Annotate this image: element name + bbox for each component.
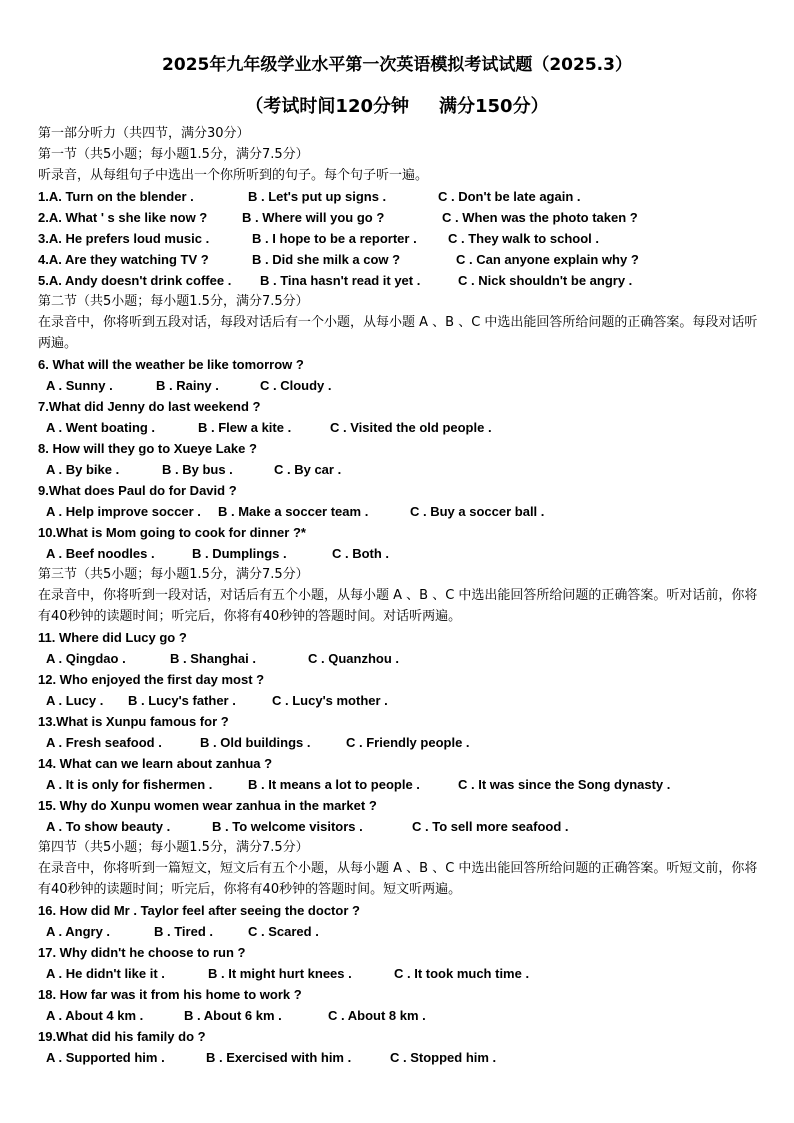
section1-item-4 [38,249,768,270]
option-b: B . About 6 km . [184,1008,282,1023]
question-10: 10.What is Mom going to cook for dinner ?* [38,525,306,540]
section2-instruction: 在录音中，你将听到五段对话，每段对话后有一个小题，从每小题 A 、B 、C 中选出能回答所给问题的正确答案。每段对话听两遍。 [38,315,758,351]
option-a: 1.A. Turn on the blender . [38,189,194,204]
question-15-options [38,816,768,837]
question-11-options [38,648,768,669]
option-a: A . It is only for fishermen . [46,777,213,792]
exam-full-score: 满分150分） [439,96,549,117]
option-a: A . Qingdao . [46,651,126,666]
listening-part [38,123,768,1068]
option-b: B . It might hurt knees . [208,966,352,981]
question-17: 17. Why didn't he choose to run ? [38,945,246,960]
question-18: 18. How far was it from his home to work ? [38,987,302,1002]
option-a: 3.A. He prefers loud music . [38,231,210,246]
option-c: C . To sell more seafood . [412,819,569,834]
option-a: A . Beef noodles . [46,546,155,561]
question-12-options [38,690,768,711]
question-14: 14. What can we learn about zanhua ? [38,756,273,771]
option-b: B . Old buildings . [200,735,311,750]
option-a: A . Fresh seafood . [46,735,162,750]
option-b: B . To welcome visitors . [212,819,363,834]
option-a: A . Sunny . [46,378,113,393]
option-b: B . Rainy . [156,378,219,393]
option-b: B . Lucy's father . [128,693,236,708]
option-a: A . Supported him . [46,1050,165,1065]
section4-heading: 第四节（共5小题；每小题1.5分，满分7.5分） [38,840,309,855]
question-13: 13.What is Xunpu famous for ? [38,714,229,729]
option-c: C . About 8 km . [328,1008,426,1023]
question-8-options [38,459,768,480]
section3-instruction: 在录音中，你将听到一段对话，对话后有五个小题，从每小题 A 、B 、C 中选出能回答所给问题的正确答案。听对话前，你将有40秒钟的读题时间；听完后，你将有40秒钟的答题时间。对话听两遍。 [38,588,758,624]
option-a: A . About 4 km . [46,1008,144,1023]
option-b: B . Tina hasn't read it yet . [260,273,421,288]
question-16: 16. How did Mr . Taylor feel after seeing the doctor ? [38,903,360,918]
section1-instruction: 听录音，从每组句子中选出一个你所听到的句子。每个句子听一遍。 [38,168,429,183]
option-c: C . Stopped him . [390,1050,497,1065]
option-a: A . Help improve soccer . [46,504,201,519]
option-b: B . Where will you go ? [242,210,385,225]
question-16-options [38,921,768,942]
option-b: B . It means a lot to people . [248,777,420,792]
option-c: C . Don't be late again . [438,189,581,204]
question-6-options [38,375,768,396]
question-17-options [38,963,768,984]
section1-heading: 第一节（共5小题；每小题1.5分，满分7.5分） [38,147,309,162]
option-a: 4.A. Are they watching TV ? [38,252,209,267]
option-b: B . Exercised with him . [206,1050,352,1065]
section3-heading: 第三节（共5小题；每小题1.5分，满分7.5分） [38,567,309,582]
option-c: C . Visited the old people . [330,420,492,435]
option-a: A . He didn't like it . [46,966,165,981]
option-b: B . Let's put up signs . [248,189,387,204]
question-15: 15. Why do Xunpu women wear zanhua in the market ? [38,798,377,813]
option-b: B . Did she milk a cow ? [252,252,401,267]
section4-instruction: 在录音中，你将听到一篇短文，短文后有五个小题，从每小题 A 、B 、C 中选出能回答所给问题的正确答案。听短文前，你将有40秒钟的读题时间；听完后，你将有40秒钟的答题时间。短文听两遍。 [38,861,758,897]
option-b: B . Tired . [154,924,213,939]
question-12: 12. Who enjoyed the first day most ? [38,672,265,687]
question-18-options [38,1005,768,1026]
question-9-options [38,501,768,522]
option-b: B . By bus . [162,462,233,477]
option-c: C . Buy a soccer ball . [410,504,545,519]
option-c: C . Both . [332,546,390,561]
option-b: B . Shanghai . [170,651,256,666]
option-a: A . To show beauty . [46,819,171,834]
option-a: 2.A. What ' s she like now ? [38,210,208,225]
option-c: C . They walk to school . [448,231,599,246]
option-a: A . Went boating . [46,420,156,435]
question-6: 6. What will the weather be like tomorrow ? [38,357,304,372]
option-c: C . Quanzhou . [308,651,399,666]
question-19-options [38,1047,768,1068]
option-c: C . By car . [274,462,342,477]
option-c: C . Can anyone explain why ? [456,252,639,267]
section1-item-5 [38,270,768,291]
option-c: C . It was since the Song dynasty . [458,777,671,792]
option-b: B . I hope to be a reporter . [252,231,417,246]
question-7-options [38,417,768,438]
option-b: B . Flew a kite . [198,420,292,435]
exam-time: （考试时间120分钟 [245,96,409,117]
option-c: C . Lucy's mother . [272,693,388,708]
option-c: C . Cloudy . [260,378,332,393]
option-a: A . Lucy . [46,693,104,708]
question-14-options [38,774,768,795]
option-c: C . When was the photo taken ? [442,210,638,225]
exam-title: 2025年九年级学业水平第一次英语模拟考试试题（2025.3） [162,55,632,75]
part1-heading: 第一部分听力（共四节，满分30分） [38,126,250,141]
question-7: 7.What did Jenny do last weekend ? [38,399,261,414]
section1-item-2 [38,207,768,228]
section2-heading: 第二节（共5小题；每小题1.5分，满分7.5分） [38,294,309,309]
option-a: A . By bike . [46,462,120,477]
option-c: C . Friendly people . [346,735,470,750]
question-8: 8. How will they go to Xueye Lake ? [38,441,257,456]
option-c: C . It took much time . [394,966,530,981]
option-a: A . Angry . [46,924,111,939]
question-11: 11. Where did Lucy go ? [38,630,187,645]
option-b: B . Make a soccer team . [218,504,369,519]
option-b: B . Dumplings . [192,546,287,561]
option-c: C . Nick shouldn't be angry . [458,273,633,288]
section1-item-1 [38,186,768,207]
question-10-options [38,543,768,564]
section1-item-3 [38,228,768,249]
option-c: C . Scared . [248,924,319,939]
question-9: 9.What does Paul do for David ? [38,483,237,498]
question-13-options [38,732,768,753]
option-a: 5.A. Andy doesn't drink coffee . [38,273,232,288]
exam-subtitle [0,92,794,118]
question-19: 19.What did his family do ? [38,1029,206,1044]
